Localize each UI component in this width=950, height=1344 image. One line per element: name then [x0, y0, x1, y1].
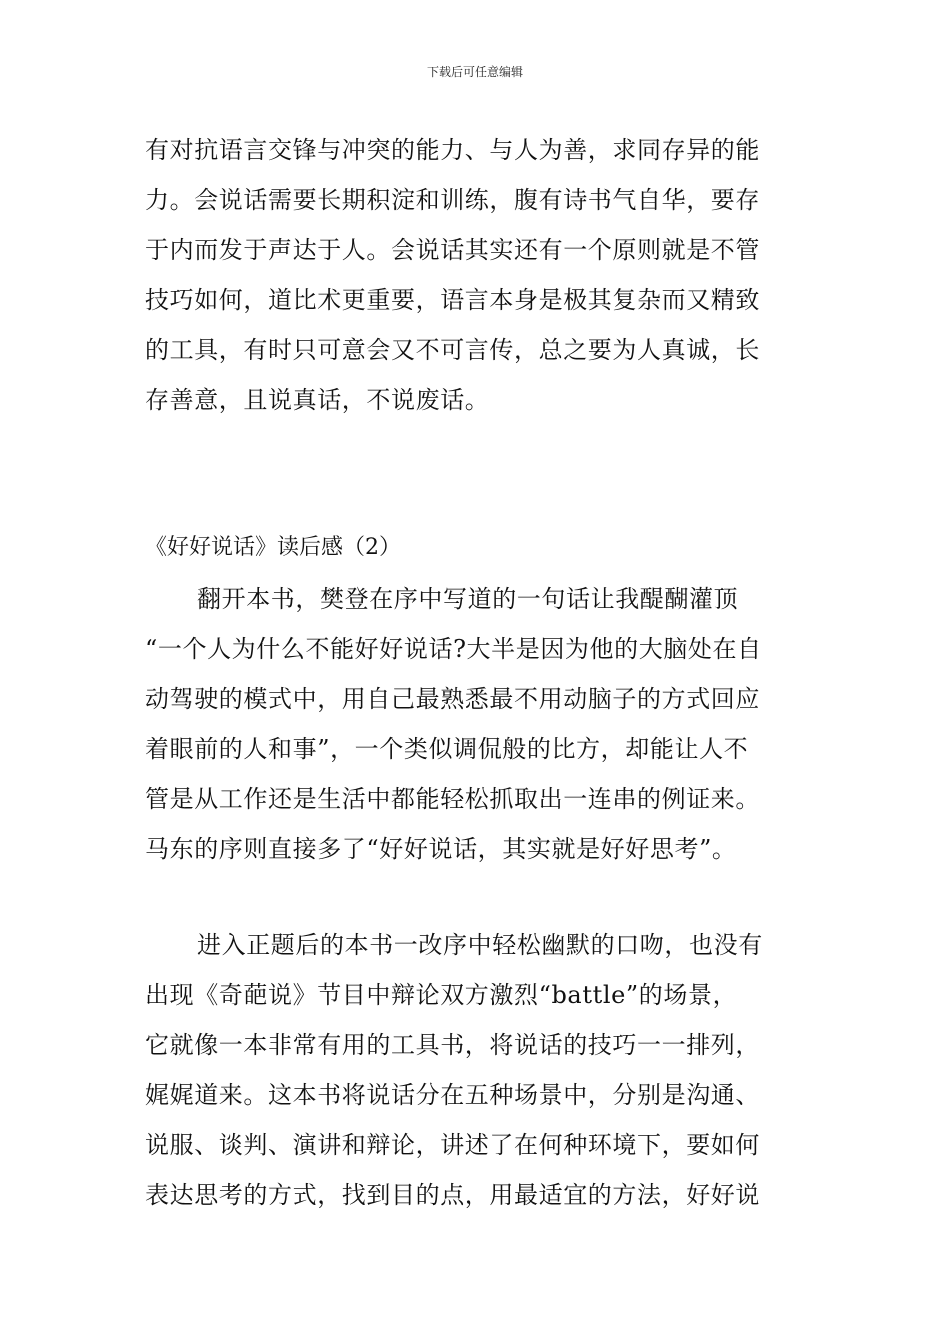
text-line: 存善意，且说真话，不说废话。 [145, 386, 490, 414]
section-title: 《好好说话》读后感（2） [145, 535, 401, 560]
text-line: 于内而发于声达于人。会说话其实还有一个原则就是不管 [145, 236, 760, 264]
text-line: 翻开本书，樊登在序中写道的一句话让我醍醐灌顶 [197, 585, 739, 613]
text-line: 管是从工作还是生活中都能轻松抓取出一连串的例证来。 [145, 785, 760, 813]
page-header: 下载后可任意编辑 [426, 65, 523, 79]
text-line: 技巧如何，道比术更重要，语言本身是极其复杂而又精致 [145, 286, 760, 314]
text-line: 说服、谈判、演讲和辩论，讲述了在何种环境下，要如何 [145, 1131, 760, 1159]
text-line: 它就像一本非常有用的工具书，将说话的技巧一一排列， [145, 1031, 760, 1059]
text-line: “一个人为什么不能好好说话?大半是因为他的大脑处在自 [145, 635, 762, 663]
text-line: 出现《奇葩说》节目中辩论双方激烈“battle”的场景， [145, 981, 738, 1009]
paragraph-1 [145, 125, 815, 425]
text-line: 力。会说话需要长期积淀和训练，腹有诗书气自华，要存 [145, 186, 760, 214]
paragraph-2 [145, 574, 815, 874]
text-line: 表达思考的方式，找到目的点，用最适宜的方法，好好说 [145, 1181, 760, 1209]
text-line: 动驾驶的模式中，用自己最熟悉最不用动脑子的方式回应 [145, 685, 760, 713]
text-line: 的工具，有时只可意会又不可言传，总之要为人真诚，长 [145, 336, 760, 364]
text-line: 进入正题后的本书一改序中轻松幽默的口吻，也没有 [197, 931, 763, 959]
text-line: 娓娓道来。这本书将说话分在五种场景中，分别是沟通、 [145, 1081, 760, 1109]
text-line: 马东的序则直接多了“好好说话，其实就是好好思考”。 [145, 835, 737, 863]
text-line: 着眼前的人和事”，一个类似调侃般的比方，却能让人不 [145, 735, 749, 763]
paragraph-3 [145, 920, 815, 1220]
text-line: 有对抗语言交锋与冲突的能力、与人为善，求同存异的能 [145, 136, 760, 164]
